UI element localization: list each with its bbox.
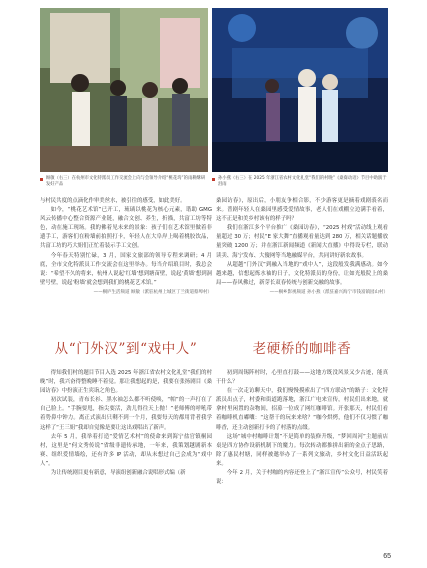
paragraph: 如今，“桃花艺术馆”已开工，琉璃以桃花为核心元素，谐助 GMG 风云传播中心整合资源产业链，融合文创、养生，折描，共富工坊等特色，动在施工现场。我的佛着见未来的景象：孩子们在艺术馆里做着非遗手工，游客们在粉墙前拍照打卡，年轻人在大阜岸上喝着桃胶饮品，共富工坊的巧大姐们正忙着装示手工文创。 xyxy=(40,207,212,250)
paragraph: 得知我们村的题目节目入选 2025 年浙江省农村文化礼堂“我们的村晚”时，我兴奋得整晚睡不着觉。那让我想起的是，我要在张扬剧目《桑园访春》中扮演正生宾诣之角色。 xyxy=(40,370,212,395)
paragraph: 为让传统剧目更有新意，导演组创新融合说唱形式编（新 xyxy=(50,470,186,477)
paragraph: 我们在浙江多个平台推广《桑园访春》，“2025 村戏”活动线上观看量超过 30 万；村民“E 家大舞”直播观看量达到 280 万，相关话题播放量突破 1200 万；并在浙江新闻频道《新闻大直播》中得设专栏，联动读卖、海宁发布、大傻网等当地融媒平台，共同讲好新农故事。 xyxy=(216,225,388,259)
article-column-bottom-right xyxy=(216,369,388,487)
photo-caption-right-text: 孙小燕（右三）在 2025 年浙江省农村文化礼堂“我们的村晚”《桑裔动语》节目中助演于泪雨 xyxy=(218,176,387,188)
photo-stage-performance-image xyxy=(212,8,388,172)
photo-caption-right xyxy=(212,176,388,188)
paragraph: 去年 5 月，我举着打造“爱情艺术村”的使命来到海宁盐官镇桐园村，这里是“何文秀传说”省级非遗传承地，一年来，我策划越剧新本赛、组织爱情墙绘，还有许多 IP 活动，却从未想过自己会成为“戏中人”。 xyxy=(40,433,212,467)
paragraph: 从超越“门外汉”到融入当地的“戏中人”，这段般发我满感动。如今越来越，信想起炼水袖的日子，文化特派员的身份，让如光般院上的桑局——春风佛过，新芽长双春传统与创新交融的故事。 xyxy=(216,261,388,286)
caption-marker-icon xyxy=(40,178,43,181)
author-credit: ——桐乡影视频道 孙小燕（派驻嘉兴海宁市钱富镇园山村） xyxy=(269,289,388,295)
article-headline-left: 从“门外汉”到“戏中人” xyxy=(54,341,198,357)
paragraph: 这场“城中村咖啡计划”不是简单的装修升级，“梦回周河”主题前店桌是四方协作设新机制下的魔力。每次转动都推拼出新的金点子思路，除了惠民村塘，同样被邀举办了一系列文旅动，乡村文化日益活跃起来。 xyxy=(216,433,388,467)
article-column-top-right xyxy=(216,197,388,296)
paragraph: 桑园访春》，原出后，小朋友争相合影，不少游客更是摘着戏剧裘名而来。普剧年轻人在桑园里感受爱情故事，老人们在戏棚立边满手看着，这不正是和美乡村该有的样子吗？ xyxy=(216,198,388,223)
paragraph: 初到周锡阵村时，心里直打鼓——这地方既没风景又少古迹，能真干什么？ xyxy=(216,370,388,386)
article-column-bottom-left xyxy=(40,369,212,478)
photo-caption-left xyxy=(40,176,206,188)
paragraph: 今年春天特别忙碌，3 月，国家文旅部的领导专程来调研；4 月底，全市文化特派员工作交流会在这里举办。每当介绍琅目时，我总会说：“希望不久的将来，杭州人说起‘红墙’想到塘苗壁，说起‘黄墙’想到洞壁号壁，说起‘粉墙’就会想到我们的桃花艺术馆。” xyxy=(40,252,212,286)
article-headline-right: 老硬桥的咖啡香 xyxy=(252,341,352,357)
paragraph: 今年 2 月，关于村咖的内容还登上了“浙江宣传”公众号，村民笑着说： xyxy=(216,470,388,486)
photo-exhibition-hall-image xyxy=(40,8,208,172)
author-credit: ——桐庐生活频道 顾敏（派驻杭州上城区丁兰街道蔡埠村） xyxy=(93,289,212,295)
article-column-top-left xyxy=(40,197,212,296)
photo-caption-left-text: 顾敏（右三）在杭州市文化特派员工作交流会上向与会领导介绍“桃花坞”的雨耕酥研发好产品 xyxy=(46,176,206,188)
paragraph: 初次试装，青布长衫、黑水袖怎么都不听使唤，“帕”的一声打在了自己脸上。“手腕要甩，指尖要活，劲儿得往天上抛！”老师傅的呼吼带着势鼻中钟力。离正式演出只剩不到一个月，我要每天的都用背者我学这样了“王三姐”我却自觉像是要让这出戏唱出了新声。 xyxy=(40,397,212,431)
photo-stage-performance xyxy=(212,8,388,172)
paragraph: 与村民共度的点滴化作审美丝水，被引往的感受，如此美好。 xyxy=(40,198,186,204)
caption-marker-icon xyxy=(212,178,215,181)
page-number: 65 xyxy=(383,553,391,560)
photo-exhibition-hall xyxy=(40,8,208,172)
paragraph: 在一次走访聊天中，我们慢慢摸索出了“四方联动”的路子：文化特派员出点子，村委和街道跑落地，浙江广电来宣传，村民们出来地，就拿村里闲置的杂物间，招募一位成了网红咖啡馆。开张那天，村民们看着咖啡机直嘟囔：“这帮干的玩来来啥？”咖今烘烤，他们不仅习惯了咖啡香，还主动创新打卡的了村落的点缀。 xyxy=(216,388,388,431)
